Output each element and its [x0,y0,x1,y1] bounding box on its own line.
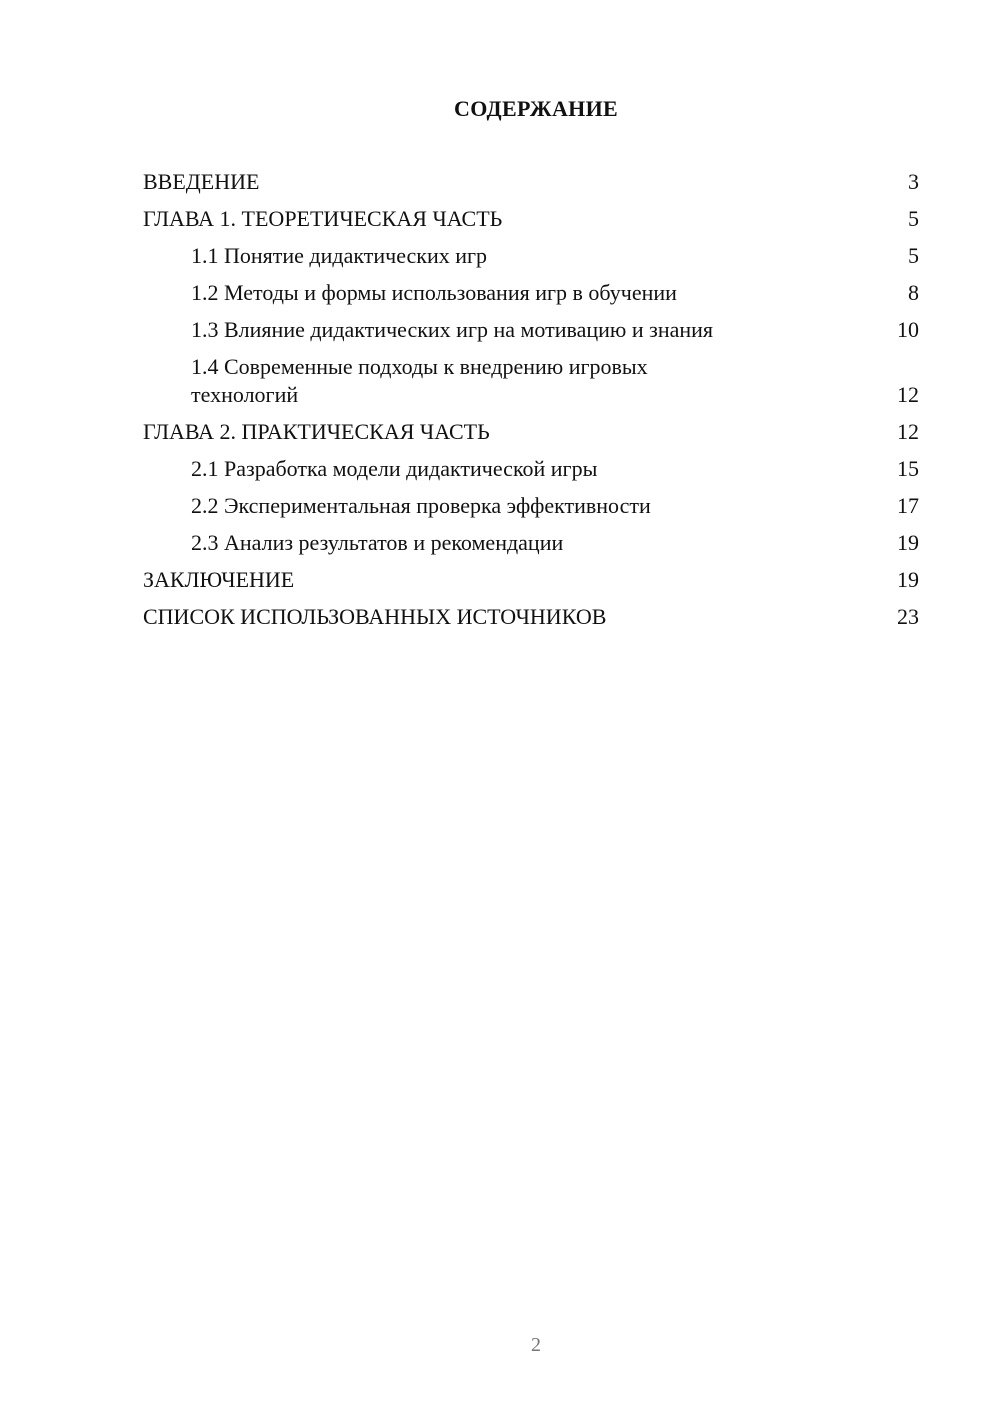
page-number: 2 [531,1334,541,1356]
toc-entry-page: 17 [897,493,919,518]
toc-entry-label: СПИСОК ИСПОЛЬЗОВАННЫХ ИСТОЧНИКОВ [143,604,607,629]
toc-entry-label: 1.4 Современные подходы к внедрению игровых технологий [191,354,648,407]
toc-entry-chapter-1[interactable] [143,205,919,233]
toc-entry-section-2-1[interactable] [143,455,919,483]
toc-entry-introduction[interactable] [143,168,919,196]
toc-entry-references[interactable] [143,603,919,631]
toc-entry-section-2-3[interactable] [143,529,919,557]
toc-entry-section-1-4[interactable] [143,353,919,409]
toc-entry-page: 5 [908,206,919,231]
page-title: СОДЕРЖАНИЕ [454,96,618,121]
toc-entry-label: ГЛАВА 2. ПРАКТИЧЕСКАЯ ЧАСТЬ [143,419,490,444]
toc-entry-label: 2.1 Разработка модели дидактической игры [191,456,598,481]
toc-entry-page: 23 [897,604,919,629]
table-of-contents [143,168,919,640]
toc-entry-section-1-3[interactable] [143,316,919,344]
toc-entry-conclusion[interactable] [143,566,919,594]
toc-entry-page: 3 [908,169,919,194]
toc-entry-label: ВВЕДЕНИЕ [143,169,260,194]
toc-entry-page: 5 [908,243,919,268]
toc-entry-label: 2.3 Анализ результатов и рекомендации [191,530,564,555]
toc-entry-page: 12 [897,419,919,444]
toc-entry-section-1-1[interactable] [143,242,919,270]
toc-entry-page: 19 [897,567,919,592]
toc-entry-chapter-2[interactable] [143,418,919,446]
toc-entry-label: 1.3 Влияние дидактических игр на мотивацию и знания [191,317,714,342]
toc-entry-page: 19 [897,530,919,555]
toc-entry-page: 10 [897,317,919,342]
toc-entry-section-2-2[interactable] [143,492,919,520]
toc-entry-label: 1.2 Методы и формы использования игр в обучении [191,280,677,305]
toc-entry-label: 1.1 Понятие дидактических игр [191,243,488,268]
toc-entry-section-1-2[interactable] [143,279,919,307]
toc-entry-label: ГЛАВА 1. ТЕОРЕТИЧЕСКАЯ ЧАСТЬ [143,206,503,231]
toc-entry-page: 8 [908,280,919,305]
toc-entry-label: 2.2 Экспериментальная проверка эффективности [191,493,651,518]
toc-entry-label: ЗАКЛЮЧЕНИЕ [143,567,295,592]
toc-entry-page: 12 [897,382,919,407]
toc-entry-page: 15 [897,456,919,481]
